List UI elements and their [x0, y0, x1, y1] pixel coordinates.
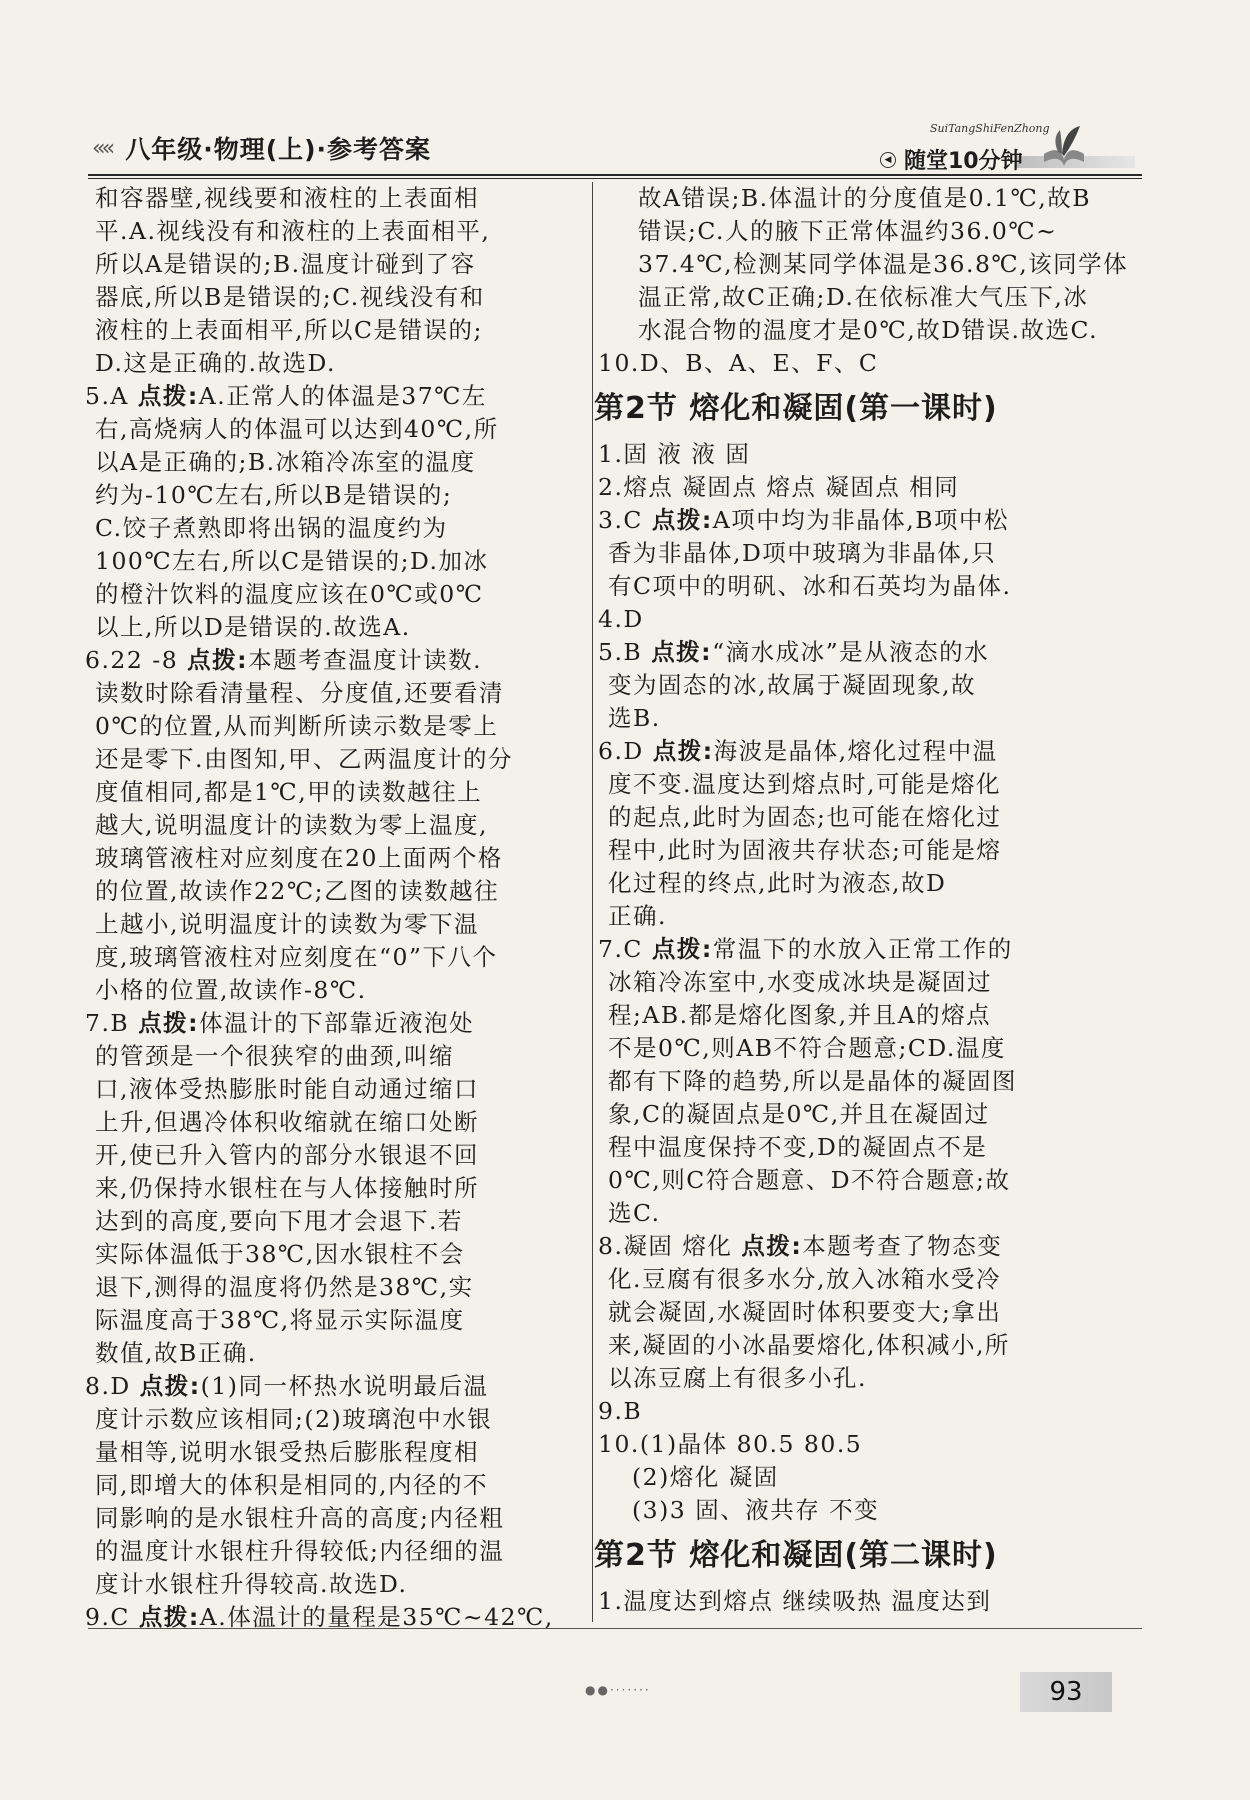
footer-rule: [88, 1628, 1142, 1629]
answer-item: (2)熔化 凝固: [632, 1463, 779, 1491]
answer-line: 不是0℃,则AB不符合题意;CD.温度: [608, 1034, 1006, 1062]
header-rule-thin: [88, 178, 1142, 179]
answer-line: 口,液体受热膨胀时能自动通过缩口: [95, 1075, 479, 1103]
answer-line: 的橙汁饮料的温度应该在0℃或0℃: [95, 580, 484, 608]
answer-number: 5.B: [598, 638, 643, 666]
answer-line: 数值,故B正确.: [95, 1339, 257, 1367]
answer-line: 所以A是错误的;B.温度计碰到了容: [95, 250, 476, 278]
hint-text: 常温下的水放入正常工作的: [712, 935, 1013, 963]
answer-number: 7.B: [85, 1009, 130, 1037]
hint-text: 本题考查了物态变: [802, 1232, 1003, 1260]
answer-line: 上越小,说明温度计的读数为零下温: [95, 910, 479, 938]
answer-line: 实际体温低于38℃,因水银柱不会: [95, 1240, 465, 1268]
hint-label: 点拨:: [652, 737, 714, 765]
answer-line: 故A错误;B.体温计的分度值是0.1℃,故B: [638, 184, 1092, 212]
answer-line: 以上,所以D是错误的.故选A.: [95, 613, 411, 641]
section-title-1: 第2节 熔化和凝固(第一课时): [594, 391, 998, 426]
answer-line: 玻璃管液柱对应刻度在20上面两个格: [95, 844, 503, 872]
answer-line: 同影响的是水银柱升高的高度;内径粗: [95, 1504, 505, 1532]
answer-line: 还是零下.由图知,甲、乙两温度计的分: [95, 745, 513, 773]
answer-item: [85, 644, 580, 677]
section-1-answers: [598, 438, 1128, 1527]
brand-block: [840, 118, 1140, 178]
chevrons-left-icon: ‹‹‹‹: [92, 135, 112, 161]
brand-title: [880, 144, 1023, 175]
right-column: [594, 182, 1129, 1618]
header-rule: [88, 174, 1142, 176]
section-title-2: 第2节 熔化和凝固(第二课时): [594, 1538, 998, 1573]
answer-item: [598, 933, 1128, 966]
hint-text: A项中均为非晶体,B项中松: [712, 506, 1010, 534]
answer-line: 0℃,则C符合题意、D不符合题意;故: [608, 1166, 1011, 1194]
answer-line: 冰箱冷冻室中,水变成冰块是凝固过: [608, 968, 992, 996]
page-number: 93: [1049, 1677, 1083, 1707]
left-column: [85, 182, 580, 1634]
answer-line: 水混合物的温度才是0℃,故D错误.故选C.: [638, 316, 1099, 344]
hint-text: (1)同一杯热水说明最后温: [200, 1372, 489, 1400]
answer-line: 小格的位置,故读作-8℃.: [95, 976, 367, 1004]
answer-number: 7.C: [598, 935, 643, 963]
answer-line: 选B.: [608, 704, 661, 732]
answer-item: 9.B: [598, 1397, 643, 1425]
answer-line: 退下,测得的温度将仍然是38℃,实: [95, 1273, 474, 1301]
answer-item: [85, 380, 580, 413]
answer-line: 平.A.视线没有和液柱的上表面相平,: [95, 217, 491, 245]
hint-label: 点拨:: [651, 638, 713, 666]
answer-number: 5.A: [85, 382, 129, 410]
answer-item: (3)3 固、液共存 不变: [632, 1496, 880, 1524]
answer-line: 来,凝固的小冰晶要熔化,体积减小,所: [608, 1331, 1010, 1359]
header-title: 八年级·物理(上)·参考答案: [125, 135, 432, 164]
answer-line: 错误;C.人的腋下正常体温约36.0℃~: [638, 217, 1058, 245]
hint-text: 海波是晶体,熔化过程中温: [713, 737, 998, 765]
answer-number: 6.22 -8: [85, 646, 179, 674]
answer-item: [598, 1230, 1128, 1263]
answer-item: 4.D: [598, 605, 644, 633]
book-leaf-icon: [1040, 124, 1088, 168]
answer-number: 6.D: [598, 737, 644, 765]
answer-line: 的起点,此时为固态;也可能在熔化过: [608, 803, 1002, 831]
answer-line: 开,使已升入管内的部分水银退不回: [95, 1141, 479, 1169]
answer-number: 9.C: [85, 1603, 130, 1631]
answer-item: [85, 1007, 580, 1040]
answer-line: 同,即增大的体积是相同的,内径的不: [95, 1471, 488, 1499]
brand-name: 随堂10分钟: [904, 149, 1023, 174]
answer-line: 正确.: [608, 902, 667, 930]
answer-line: 达到的高度,要向下甩才会退下.若: [95, 1207, 463, 1235]
answer-line: 度,玻璃管液柱对应刻度在“0”下八个: [95, 943, 498, 971]
arrow-left-circle-icon: ◀: [880, 152, 896, 168]
answer-line: 37.4℃,检测某同学体温是36.8℃,该同学体: [638, 250, 1129, 278]
hint-text: 本题考查温度计读数.: [248, 646, 483, 674]
answer-number: 3.C: [598, 506, 643, 534]
answer-line: 越大,说明温度计的读数为零上温度,: [95, 811, 488, 839]
answer-line: 有C项中的明矾、冰和石英均为晶体.: [608, 572, 1012, 600]
hint-text: “滴水成冰”是从液态的水: [712, 638, 990, 666]
answer-line: 变为固态的冰,故属于凝固现象,故: [608, 671, 976, 699]
answer-line: 读数时除看清量程、分度值,还要看清: [95, 679, 504, 707]
answer-line: 以A是正确的;B.冰箱冷冻室的温度: [95, 448, 476, 476]
continued-answer: [608, 182, 1128, 347]
answer-line: 选C.: [608, 1199, 661, 1227]
hint-text: 体温计的下部靠近液泡处: [199, 1009, 475, 1037]
answer-number: 8.D: [85, 1372, 131, 1400]
column-divider: [592, 182, 593, 1622]
answer-line: 象,C的凝固点是0℃,并且在凝固过: [608, 1100, 990, 1128]
answer-line: 程;AB.都是熔化图象,并且A的熔点: [608, 1001, 992, 1029]
brand-pinyin: SuiTangShiFenZhong: [930, 122, 1050, 135]
answer-line: 来,仍保持水银柱在与人体接触时所: [95, 1174, 479, 1202]
answer-item: [85, 1601, 580, 1634]
answer-line: 程中温度保持不变,D的凝固点不是: [608, 1133, 988, 1161]
answer-line: 和容器壁,视线要和液柱的上表面相: [95, 184, 479, 212]
answer-line: 度计水银柱升得较高.故选D.: [95, 1570, 408, 1598]
answer-line: 右,高烧病人的体温可以达到40℃,所: [95, 415, 499, 443]
answer-line: 的位置,故读作22℃;乙图的读数越往: [95, 877, 500, 905]
hint-label: 点拨:: [651, 506, 713, 534]
answer-line: 器底,所以B是错误的;C.视线没有和: [95, 283, 485, 311]
answer-line: 香为非晶体,D项中玻璃为非晶体,只: [608, 539, 997, 567]
header-left: [92, 130, 431, 166]
answer-item: [598, 504, 1128, 537]
hint-label: 点拨:: [651, 935, 713, 963]
answer-line: 就会凝固,水凝固时体积要变大;拿出: [608, 1298, 1002, 1326]
answer-item: [85, 1370, 580, 1403]
answer-line: 化过程的终点,此时为液态,故D: [608, 869, 947, 897]
answer-line: 100℃左右,所以C是错误的;D.加冰: [95, 547, 489, 575]
hint-label: 点拨:: [138, 1603, 200, 1631]
answer-line: 以冻豆腐上有很多小孔.: [608, 1364, 867, 1392]
answer-line: 度值相同,都是1℃,甲的读数越往上: [95, 778, 483, 806]
answer-item: 10.(1)晶体 80.5 80.5: [598, 1430, 863, 1458]
answer-number: 8.凝固 熔化: [598, 1232, 733, 1260]
answer-line: 的温度计水银柱升得较低;内径细的温: [95, 1537, 505, 1565]
hint-label: 点拨:: [741, 1232, 803, 1260]
answer-line: 都有下降的趋势,所以是晶体的凝固图: [608, 1067, 1017, 1095]
page-number-box: [1020, 1672, 1112, 1712]
answer-line: 上升,但遇冷体积收缩就在缩口处断: [95, 1108, 479, 1136]
footer-dots: ●●·······: [585, 1683, 651, 1697]
answer-line: 化.豆腐有很多水分,放入冰箱水受冷: [608, 1265, 1001, 1293]
answer-line: 液柱的上表面相平,所以C是错误的;: [95, 316, 483, 344]
answer-line: 的管颈是一个很狭窄的曲颈,叫缩: [95, 1042, 454, 1070]
answer-line: 约为-10℃左右,所以B是错误的;: [95, 481, 453, 509]
hint-label: 点拨:: [187, 646, 249, 674]
answer-item: [598, 735, 1128, 768]
answer-item: 1.固 液 液 固: [598, 440, 751, 468]
hint-text: A.正常人的体温是37℃左: [198, 382, 487, 410]
answer-item: 2.熔点 凝固点 熔点 凝固点 相同: [598, 473, 960, 501]
hint-label: 点拨:: [137, 382, 199, 410]
answer-line: 程中,此时为固液共存状态;可能是熔: [608, 836, 1002, 864]
answer-line: 度计示数应该相同;(2)玻璃泡中水银: [95, 1405, 493, 1433]
answer-item: [598, 636, 1128, 669]
section-2-first-answer: 1.温度达到熔点 继续吸热 温度达到: [598, 1587, 992, 1615]
answer-line: 度不变.温度达到熔点时,可能是熔化: [608, 770, 1001, 798]
hint-text: A.体温计的量程是35℃~42℃,: [199, 1603, 554, 1631]
answer-10: 10.D、B、A、E、F、C: [598, 349, 879, 377]
answer-line: C.饺子煮熟即将出锅的温度约为: [95, 514, 448, 542]
answer-line: 温正常,故C正确;D.在依标准大气压下,冰: [638, 283, 1089, 311]
answer-line: 际温度高于38℃,将显示实际温度: [95, 1306, 465, 1334]
hint-label: 点拨:: [138, 1009, 200, 1037]
answer-line: 量相等,说明水银受热后膨胀程度相: [95, 1438, 479, 1466]
hint-label: 点拨:: [139, 1372, 201, 1400]
answer-line: 0℃的位置,从而判断所读示数是零上: [95, 712, 499, 740]
answer-line: D.这是正确的.故选D.: [95, 349, 336, 377]
